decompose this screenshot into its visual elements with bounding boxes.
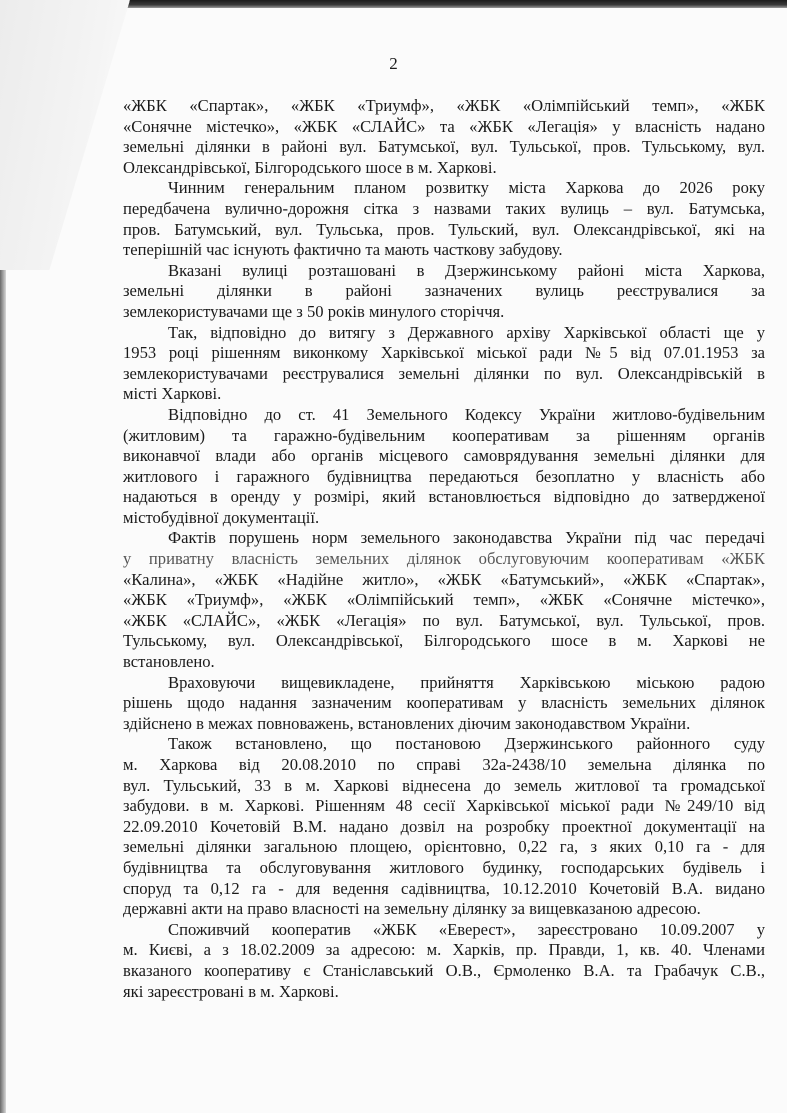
- text-line: «ЖБК «СЛАЙС», «ЖБК «Легація» по вул. Батумської, вул. Тульської, пров.: [123, 610, 765, 630]
- text-line: земельні ділянки в районі зазначених вулиць реєструвалися за: [123, 281, 765, 301]
- document-body: [123, 96, 765, 1002]
- paragraph: [123, 734, 765, 919]
- paragraph: [123, 673, 765, 735]
- text-line: містобудівної документації.: [123, 507, 320, 527]
- text-line: місті Харкові.: [123, 384, 222, 404]
- text-line: Олександрівської, Білгородського шосе в м. Харкові.: [123, 157, 497, 177]
- text-line: пров. Батумський, вул. Тульська, пров. Тульский, вул. Олександрівської, які на: [123, 219, 765, 239]
- text-line: Враховуючи вищевикладене, прийняття Харківською міською радою: [168, 672, 765, 692]
- text-line: м. Києві, а з 18.02.2009 за адресою: м. Харків, пр. Правди, 1, кв. 40. Членами: [123, 940, 765, 960]
- text-line: забудови. в м. Харкові. Рішенням 48 сесії Харківської міської ради №249/10 від: [123, 796, 765, 816]
- paragraph: [123, 323, 765, 405]
- text-line: (житловим) та гаражно-будівельним кооперативам за рішенням органів: [123, 425, 765, 445]
- text-line: Чинним генеральним планом розвитку міста Харкова до 2026 року: [168, 178, 765, 198]
- text-line: «ЖБК «Спартак», «ЖБК «Триумф», «ЖБК «Олімпійський темп», «ЖБК: [123, 96, 765, 115]
- text-line: м. Харкова від 20.08.2010 по справі 32а-2438/10 земельна ділянка по: [123, 755, 765, 774]
- paragraph: [123, 96, 765, 178]
- text-line: здійснено в межах повноважень, встановлених діючим законодавством України.: [123, 713, 691, 733]
- text-line: вул. Тульський, 33 в м. Харкові віднесена до земель житлової та громадської: [123, 775, 765, 795]
- text-line: земельні ділянки в районі вул. Батумської, вул. Тульської, пров. Тульському, вул.: [123, 137, 765, 157]
- text-line: Тульському, вул. Олександрівської, Білгородського шосе в м. Харкові не: [123, 631, 765, 651]
- text-line: 1953 році рішенням виконкому Харківської міської ради №5 від 07.01.1953 за: [123, 343, 765, 363]
- paragraph: [123, 178, 765, 260]
- paragraph: [123, 920, 765, 1002]
- text-line: споруд та 0,12 га - для ведення садівництва, 10.12.2010 Кочетовій В.А. видано: [123, 878, 765, 898]
- folded-page-corner: [0, 0, 130, 270]
- text-line: встановлено.: [123, 652, 215, 672]
- text-line: державні акти на право власності на земельну ділянку за вищевказаною адресою.: [123, 899, 701, 919]
- text-line: земельні ділянки загальною площею, орієнтовно, 0,22 га, з яких 0,10 га - для: [123, 837, 765, 857]
- page-number: 2: [389, 54, 398, 73]
- text-line: Споживчий кооператив «ЖБК «Еверест», зареєстровано 10.09.2007 у: [168, 919, 765, 939]
- text-line: землекористувачами ще з 50 років минулого сторіччя.: [123, 301, 505, 321]
- paragraph: [123, 528, 765, 672]
- text-line: Фактів порушень норм земельного законодавства України під час передачі: [168, 528, 765, 548]
- text-line: Вказані вулиці розташовані в Дзержинському районі міста Харкова,: [168, 260, 765, 280]
- text-line: «Сонячне містечко», «ЖБК «СЛАЙС» та «ЖБК «Легація» у власність надано: [123, 116, 765, 136]
- text-line: передбачена вулично-дорожня сітка з назвами таких вулиць – вул. Батумська,: [123, 198, 765, 218]
- paragraph: [123, 405, 765, 529]
- text-line: виконавчої влади або органів місцевого самоврядування земельні ділянки для: [123, 446, 765, 466]
- text-line: 22.09.2010 Кочетовій В.М. надано дозвіл на розробку проектної документації на: [123, 816, 765, 836]
- text-line: які зареєстровані в м. Харкові.: [123, 981, 339, 1001]
- text-line: рішень щодо надання зазначеним кооперативам у власність земельних ділянок: [123, 693, 765, 713]
- text-line: у приватну власність земельних ділянок обслуговуючим кооперативам «ЖБК: [123, 549, 765, 569]
- text-line: «ЖБК «Триумф», «ЖБК «Олімпійський темп», «ЖБК «Сонячне містечко»,: [123, 590, 765, 610]
- text-line: землекористувачами реєструвалися земельні ділянки по вул. Олександрівській в: [123, 363, 765, 383]
- text-line: Так, відповідно до витягу з Державного архіву Харківської області ще у: [168, 322, 765, 342]
- text-line: Також встановлено, що постановою Дзержинського районного суду: [168, 734, 765, 754]
- text-line: теперішній час існують фактично та мають часткову забудову.: [123, 240, 563, 260]
- text-line: «Калина», «ЖБК «Надійне житло», «ЖБК «Батумський», «ЖБК «Спартак»,: [123, 569, 765, 589]
- text-line: Відповідно до ст. 41 Земельного Кодексу України житлово-будівельним: [168, 404, 765, 424]
- text-line: надаються в оренду у розмірі, який встановлюється відповідно до затвердженої: [123, 487, 765, 507]
- text-line: житлового і гаражного будівництва передаються безоплатно у власність або: [123, 466, 765, 486]
- paragraph: [123, 261, 765, 323]
- text-line: вказаного кооперативу є Станіславський О.В., Єрмоленко В.А. та Грабачук С.В.,: [123, 960, 765, 980]
- text-line: будівництва та обслуговування житлового будинку, господарських будівель і: [123, 857, 765, 877]
